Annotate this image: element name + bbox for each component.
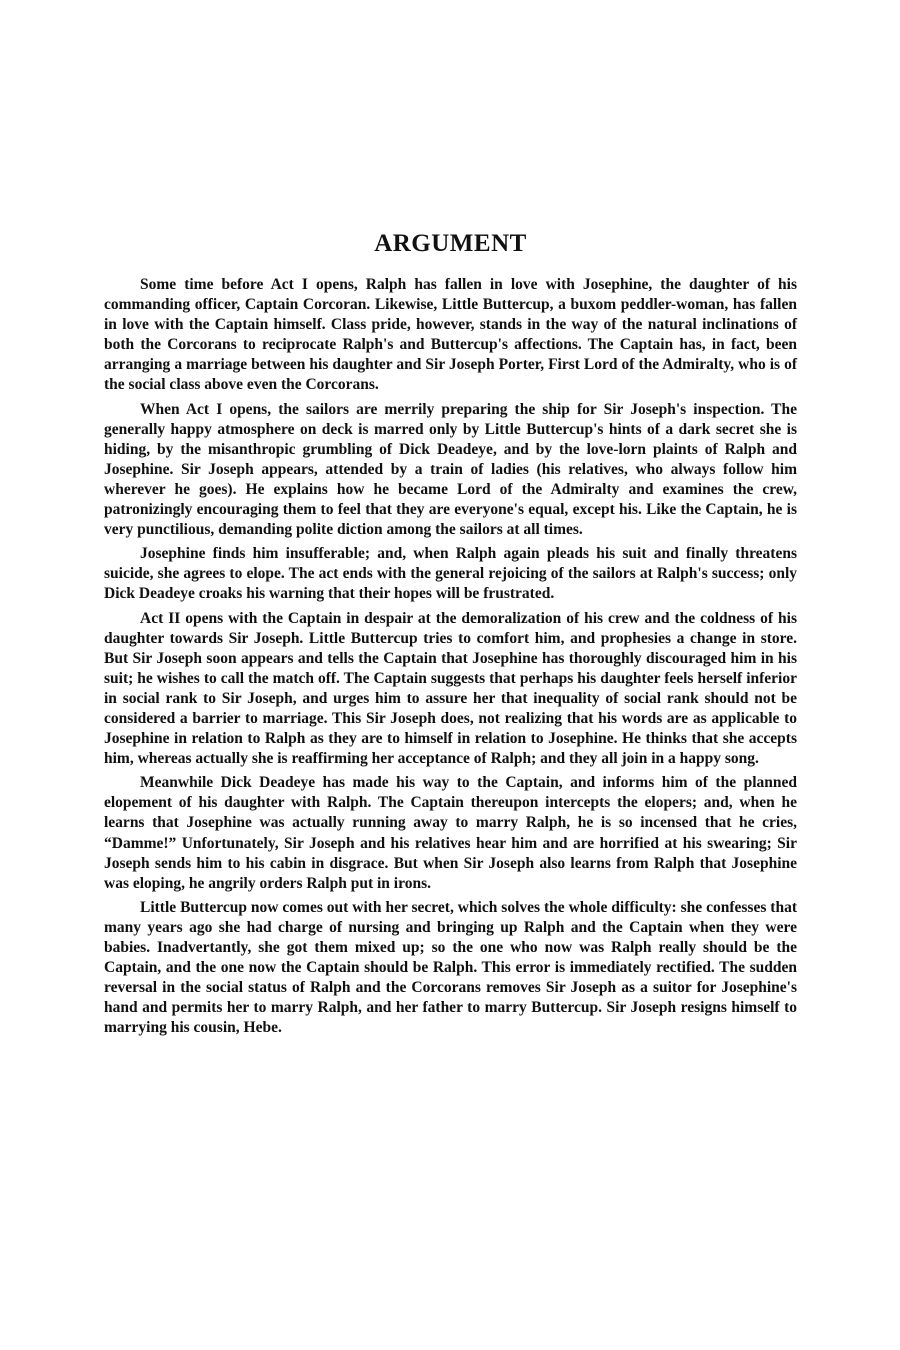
page-title: ARGUMENT [374,230,527,257]
paragraph-4: Act II opens with the Captain in despair at the demoralization of his crew and the coldness of his daughter towards Sir Joseph. Little Buttercup tries to comfort him, and prophesies a change in store. But Sir Joseph soon appears and tells the Captain that Josephine has thoroughly discouraged him in his suit; he wishes to call the match off. The Captain suggests that perhaps his daughter feels herself inferior in social rank to Sir Joseph, and urges him to assure her that inequality of social rank should not be considered a barrier to marriage. This Sir Joseph does, not realizing that his words are as applicable to Josephine in relation to Ralph as they are to himself in relation to Josephine. He thinks that she accepts him, whereas actually she is reaffirming her acceptance of Ralph; and they all join in a happy song. [104,609,797,768]
paragraph-5: Meanwhile Dick Deadeye has made his way to the Captain, and informs him of the planned elopement of his daughter with Ralph. The Captain thereupon intercepts the elopers; and, when he learns that Josephine was actually running away to marry Ralph, he is so incensed that he cries, “Damme!” Unfortunately, Sir Joseph and his relatives hear him and are horrified at his swearing; Sir Joseph sends him to his cabin in disgrace. But when Sir Joseph also learns from Ralph that Josephine was eloping, he angrily orders Ralph put in irons. [104,774,797,892]
document-page [104,226,797,1038]
paragraph-3: Josephine finds him insufferable; and, when Ralph again pleads his suit and finally threatens suicide, she agrees to elope. The act ends with the general rejoicing of the sailors at Ralph's success; only Dick Deadeye croaks his warning that their hopes will be frustrated. [104,545,797,603]
paragraph-6: Little Buttercup now comes out with her secret, which solves the whole difficulty: she confesses that many years ago she had charge of nursing and bringing up Ralph and the Captain when they were babies. Inadvertantly, she got them mixed up; so the one who now was Ralph really should be the Captain, and the one now the Captain should be Ralph. This error is immediately rectified. The sudden reversal in the social status of Ralph and the Corcorans removes Sir Joseph as a suitor for Josephine's hand and permits her to marry Ralph, and her father to marry Buttercup. Sir Joseph resigns himself to marrying his cousin, Hebe. [104,898,797,1037]
paragraph-1: Some time before Act I opens, Ralph has fallen in love with Josephine, the daughter of his commanding officer, Captain Corcoran. Likewise, Little Buttercup, a buxom peddler-woman, has fallen in love with the Captain himself. Class pride, however, stands in the way of the natural inclinations of both the Corcorans to reciprocate Ralph's and Buttercup's affections. The Captain has, in fact, been arranging a marriage between his daughter and Sir Joseph Porter, First Lord of the Admiralty, who is of the social class above even the Corcorans. [104,276,797,394]
paragraph-2: When Act I opens, the sailors are merrily preparing the ship for Sir Joseph's inspection. The generally happy atmosphere on deck is marred only by Little Buttercup's hints of a dark secret she is hiding, by the misanthropic grumbling of Dick Deadeye, and by the love-lorn plaints of Ralph and Josephine. Sir Joseph appears, attended by a train of ladies (his relatives, who always follow him wherever he goes). He explains how he became Lord of the Admiralty and examines the crew, patronizingly encouraging them to feel that they are everyone's equal, except his. Like the Captain, he is very punctilious, demanding polite diction among the sailors at all times. [104,400,797,539]
